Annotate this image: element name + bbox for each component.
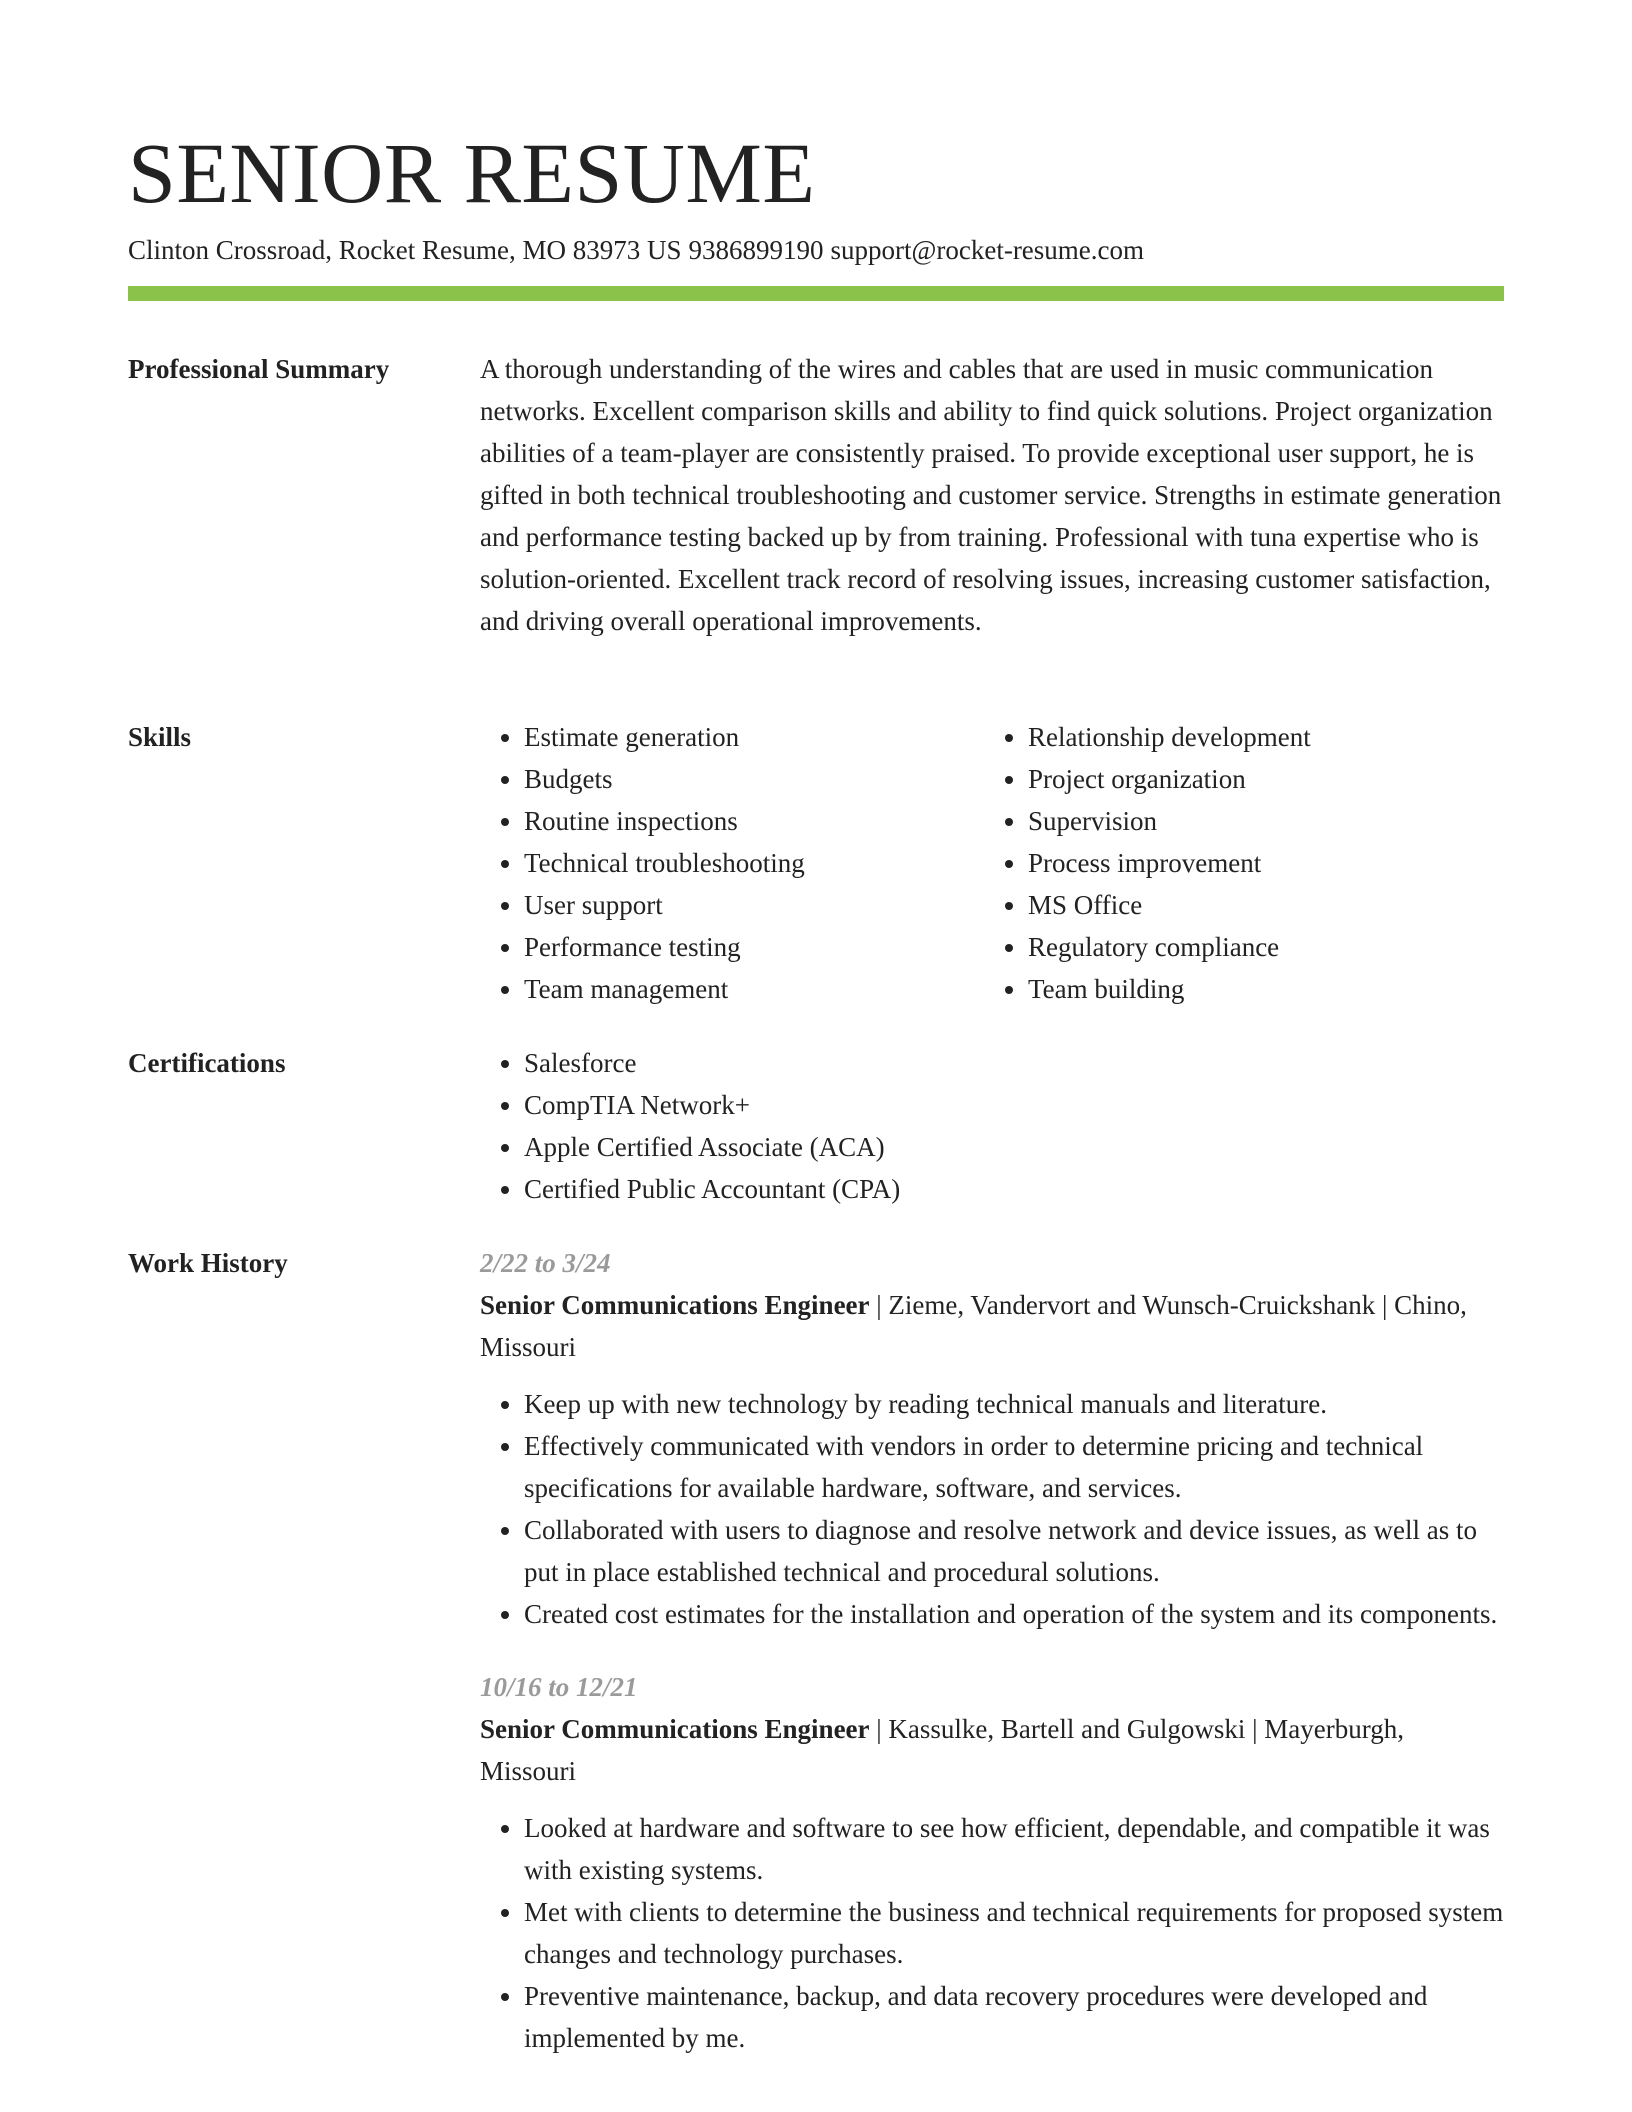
job-employer-location: | Kassulke, Bartell and Gulgowski | Mayerburgh, Missouri: [480, 1714, 1405, 1786]
contact-line: [128, 230, 1144, 270]
list-item: • Project organization: [1028, 758, 1488, 800]
list-item: • Keep up with new technology by reading technical manuals and literature.: [524, 1383, 1504, 1425]
job-title: Senior Communications Engineer: [480, 1714, 870, 1744]
work-history-heading: Work History: [128, 1248, 288, 1278]
list-item: • Apple Certified Associate (ACA): [524, 1126, 1504, 1168]
resume-title: SENIOR RESUME: [128, 125, 816, 221]
list-item: • Budgets: [524, 758, 984, 800]
job-heading: [480, 1708, 1504, 1792]
list-item: • Team management: [524, 968, 984, 1010]
list-item: • Supervision: [1028, 800, 1488, 842]
job-title: Senior Communications Engineer: [480, 1290, 870, 1320]
list-item: • Estimate generation: [524, 716, 984, 758]
address: Clinton Crossroad, Rocket Resume, MO 83973 US: [128, 235, 682, 265]
list-item: • Performance testing: [524, 926, 984, 968]
email: support@rocket-resume.com: [830, 235, 1145, 265]
job-entry: [480, 1242, 1504, 1635]
list-item: • Looked at hardware and software to see how efficient, dependable, and compatible it was with existing systems.: [524, 1807, 1504, 1891]
summary-heading: Professional Summary: [128, 354, 390, 384]
list-item: • User support: [524, 884, 984, 926]
summary-text: A thorough understanding of the wires and cables that are used in music communication networks. Excellent comparison skills and ability to find quick solutions. Project organization abilities of a team-player are consistently praised. To provide exceptional user support, he is gifted in both technical troubleshooting and customer service. Strengths in estimate generation and performance testing backed up by from training. Professional with tuna expertise who is solution-oriented. Excellent track record of resolving issues, increasing customer satisfaction, and driving overall operational improvements.: [480, 354, 1502, 636]
skills-column-left: [480, 716, 984, 1010]
skills-column-right: [984, 716, 1488, 1010]
job-entry: [480, 1666, 1504, 2059]
certifications-heading: Certifications: [128, 1048, 286, 1078]
list-item: • Preventive maintenance, backup, and data recovery procedures were developed and implemented by me.: [524, 1975, 1504, 2059]
skills-heading: Skills: [128, 722, 192, 752]
list-item: • Created cost estimates for the installation and operation of the system and its components.: [524, 1593, 1504, 1635]
list-item: • Certified Public Accountant (CPA): [524, 1168, 1504, 1210]
job-employer-location: | Zieme, Vandervort and Wunsch-Cruickshank | Chino, Missouri: [480, 1290, 1467, 1362]
phone: 9386899190: [688, 235, 824, 265]
list-item: • CompTIA Network+: [524, 1084, 1504, 1126]
list-item: • Team building: [1028, 968, 1488, 1010]
list-item: • Collaborated with users to diagnose and resolve network and device issues, as well as to put in place established technical and procedural solutions.: [524, 1509, 1504, 1593]
list-item: • Regulatory compliance: [1028, 926, 1488, 968]
list-item: • Technical troubleshooting: [524, 842, 984, 884]
list-item: • MS Office: [1028, 884, 1488, 926]
list-item: • Met with clients to determine the business and technical requirements for proposed system changes and technology purchases.: [524, 1891, 1504, 1975]
list-item: • Process improvement: [1028, 842, 1488, 884]
list-item: • Salesforce: [524, 1042, 1504, 1084]
job-dates: 10/16 to 12/21: [480, 1672, 638, 1702]
job-dates: 2/22 to 3/24: [480, 1248, 611, 1278]
job-heading: [480, 1284, 1504, 1368]
list-item: • Relationship development: [1028, 716, 1488, 758]
list-item: • Effectively communicated with vendors in order to determine pricing and technical specifications for available hardware, software, and services.: [524, 1425, 1504, 1509]
header-divider: [128, 286, 1504, 301]
list-item: • Routine inspections: [524, 800, 984, 842]
